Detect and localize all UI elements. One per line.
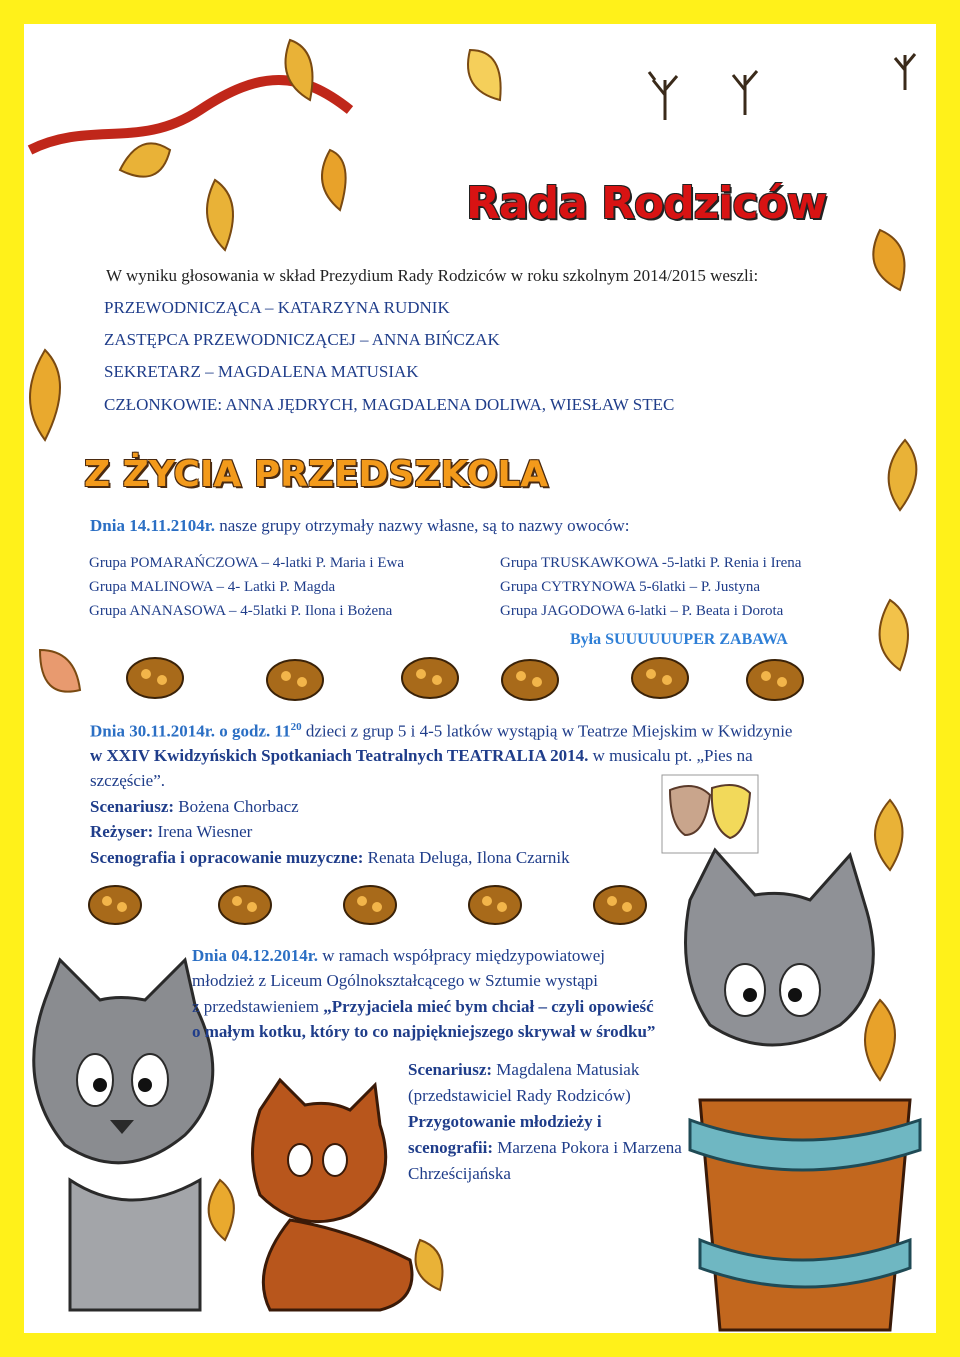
hedgehog-row-2	[0, 875, 960, 935]
event2-credit: Reżyser: Irena Wiesner	[90, 822, 253, 841]
hedgehog-icon	[89, 886, 141, 924]
group-item: Grupa POMARAŃCZOWA – 4-latki P. Maria i Ewa	[89, 555, 404, 571]
event3-credit-scenario: Scenariusz: Magdalena Matusiak	[408, 1060, 640, 1079]
leaf-decoration	[875, 800, 903, 870]
leaf-decoration	[286, 40, 313, 100]
hedgehog-icon	[267, 660, 323, 700]
page-title: Rada Rodziców	[466, 178, 827, 229]
section-title: Z ŻYCIA PRZEDSZKOLA	[84, 454, 549, 495]
group-item: Grupa TRUSKAWKOWA -5-latki P. Renia i Irena	[500, 555, 802, 571]
event3-line-4: o małym kotku, który to co najpiękniejszego skrywał w środku”	[192, 1022, 656, 1041]
hedgehog-icon	[747, 660, 803, 700]
orange-cat-illustration	[253, 1080, 413, 1310]
leaf-decoration	[889, 440, 917, 510]
theatre-masks-icon	[662, 775, 758, 853]
hedgehog-icon	[127, 658, 183, 698]
leaf-decoration	[865, 1000, 895, 1080]
hedgehog-icon	[219, 886, 271, 924]
grey-cat-illustration	[34, 960, 213, 1310]
event3-line-2: młodzież z Liceum Ogólnokształcącego w Sztumie wystąpi	[192, 971, 598, 990]
leaf-decoration	[322, 150, 346, 210]
group-item: Grupa ANANASOWA – 4-5latki P. Ilona i Bożena	[89, 603, 393, 619]
board-member-row: SEKRETARZ – MAGDALENA MATUSIAK	[104, 362, 419, 381]
tree-decoration	[649, 54, 915, 120]
hedgehog-row-1	[0, 648, 960, 708]
leaf-decoration	[30, 350, 60, 440]
board-member-row: ZASTĘPCA PRZEWODNICZĄCEJ – ANNA BIŃCZAK	[104, 330, 500, 349]
leaf-decoration	[468, 50, 501, 100]
party-text: Była SUUUUUUPER ZABAWA	[570, 631, 788, 648]
event3-credit-prep: scenografii: Marzena Pokora i Marzena	[408, 1138, 682, 1157]
event2-credit: Scenografia i opracowanie muzyczne: Renata Deluga, Ilona Czarnik	[90, 848, 570, 867]
event2-credit: Scenariusz: Bożena Chorbacz	[90, 797, 299, 816]
leaf-decoration	[209, 1180, 234, 1240]
event2-line-1: Dnia 30.11.2014r. o godz. $11^{20}$ dzieci z grup 5 i 4-5 latków wystąpią w Teatrze Miejskim w Kwidzynie	[90, 721, 793, 741]
event2-line-2: w XXIV Kwidzyńskich Spotkaniach Teatralnych TEATRALIA 2014. w musicalu pt. „Pies na	[90, 746, 753, 765]
hedgehog-icon	[469, 886, 521, 924]
groups-right-list	[500, 551, 801, 623]
leaf-decoration	[873, 230, 904, 290]
event3-line-3: z przedstawieniem „Przyjaciela mieć bym chciał – czyli opowieść	[192, 997, 654, 1016]
board-member-row: PRZEWODNICZĄCA – KATARZYNA RUDNIK	[104, 298, 450, 317]
event3-credit-prep-label: Przygotowanie młodzieży i	[408, 1112, 602, 1131]
group-item: Grupa CYTRYNOWA 5-6latki – P. Justyna	[500, 579, 760, 595]
hedgehog-icon	[594, 886, 646, 924]
hedgehog-icon	[632, 658, 688, 698]
hedgehog-icon	[502, 660, 558, 700]
event2-line-3: szczęście”.	[90, 771, 166, 790]
event1-heading: Dnia 14.11.2104r. nasze grupy otrzymały nazwy własne, są to nazwy owoców:	[90, 516, 630, 535]
leaf-decoration	[416, 1240, 443, 1290]
leaf-decoration	[207, 180, 233, 250]
hedgehog-icon	[344, 886, 396, 924]
event3-credit-prep-cont: Chrześcijańska	[408, 1164, 511, 1183]
event3-line-1: Dnia 04.12.2014r. w ramach współpracy międzypowiatowej	[192, 946, 605, 965]
event3-credits	[408, 1057, 682, 1187]
hedgehog-icon	[402, 658, 458, 698]
leaf-decoration	[120, 143, 170, 176]
event3-credit-note: (przedstawiciel Rady Rodziców)	[408, 1086, 631, 1105]
board-member-row: CZŁONKOWIE: ANNA JĘDRYCH, MAGDALENA DOLIWA, WIESŁAW STEC	[104, 395, 675, 414]
group-item: Grupa JAGODOWA 6-latki – P. Beata i Dorota	[500, 603, 784, 619]
group-item: Grupa MALINOWA – 4- Latki P. Magda	[89, 579, 336, 595]
intro-text: W wyniku głosowania w skład Prezydium Rady Rodziców w roku szkolnym 2014/2015 weszli:	[106, 266, 759, 285]
groups-left-list	[89, 551, 404, 623]
